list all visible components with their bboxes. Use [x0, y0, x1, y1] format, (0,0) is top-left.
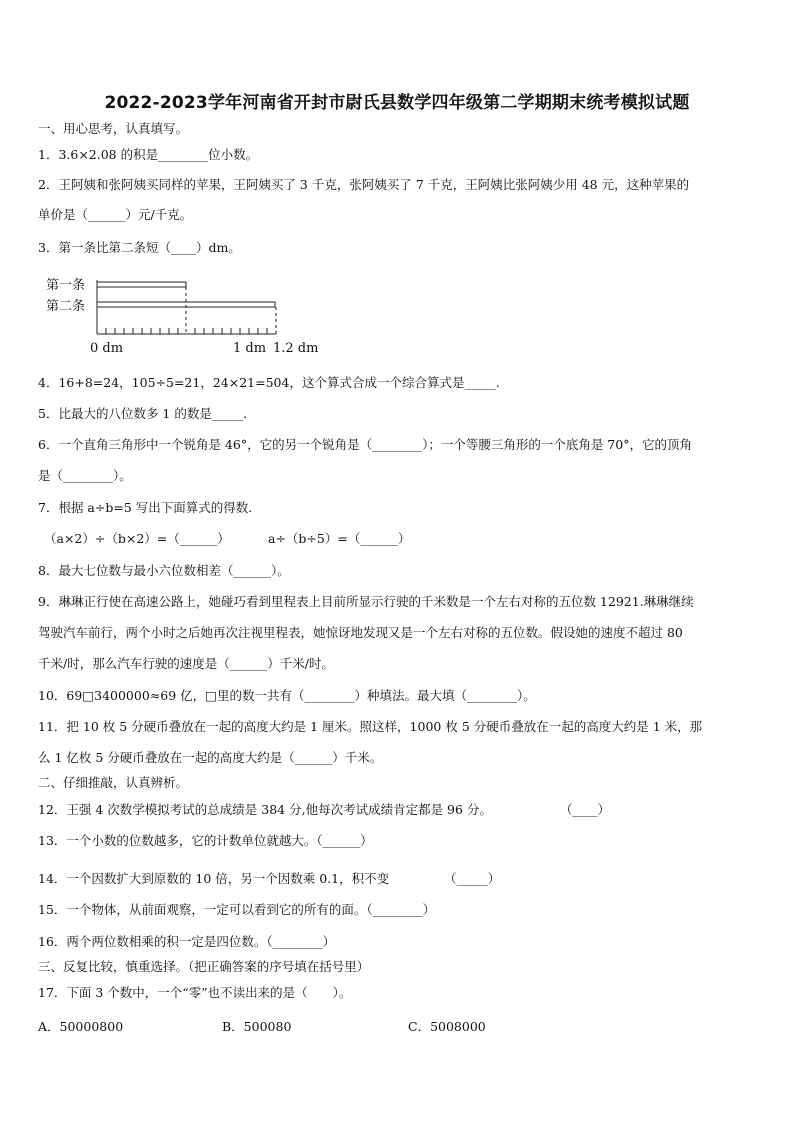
diagram-label-second: 第二条 — [46, 299, 86, 314]
question-11-line-2: 么 1 亿枚 5 分硬币叠放在一起的高度大约是（______）千米。 — [38, 750, 383, 765]
option-c: C．5008000 — [408, 1019, 486, 1034]
option-a: A．50000800 — [38, 1019, 124, 1034]
question-9-line-3: 千米/时，那么汽车行驶的速度是（______）千米/时。 — [38, 656, 334, 671]
question-10: 10．69□3400000≈69 亿，□里的数一共有（________）种填法。最大填（________）。 — [38, 688, 536, 703]
question-9-line-2: 驾驶汽车前行，两个小时之后她再次注视里程表，她惊讶地发现又是一个左右对称的五位数。假设她的速度不超过 80 — [38, 625, 683, 640]
question-14-answer-blank: （_____） — [444, 871, 501, 886]
tick-label-0: 0 dm — [90, 341, 124, 356]
question-1: 1．3.6×2.08 的积是________位小数。 — [38, 147, 259, 162]
question-3: 3．第一条比第二条短（____）dm。 — [38, 240, 241, 255]
section-two-heading: 二、仔细推敲，认真辨析。 — [38, 775, 189, 790]
question-14: 14．一个因数扩大到原数的 10 倍，另一个因数乘 0.1，积不变 — [38, 871, 390, 886]
question-17: 17．下面 3 个数中，一个“零”也不读出来的是（ ）。 — [38, 985, 352, 1000]
question-2-line-2: 单价是（______）元/千克。 — [38, 207, 193, 222]
question-11-line-1: 11．把 10 枚 5 分硬币叠放在一起的高度大约是 1 厘米。照这样，1000 枚 5 分硬币叠放在一起的高度大约是 1 米，那 — [38, 719, 703, 734]
question-8: 8．最大七位数与最小六位数相差（______）。 — [38, 563, 290, 578]
first-bar — [97, 282, 186, 287]
question-12: 12．王强 4 次数学模拟考试的总成绩是 384 分,他每次考试成绩肯定都是 96 分。 — [38, 802, 492, 817]
question-13: 13．一个小数的位数越多，它的计数单位就越大。（______） — [38, 833, 373, 848]
section-three-heading: 三、反复比较，慎重选择。（把正确答案的序号填在括号里） — [38, 959, 370, 974]
tick-label-1-2: 1.2 dm — [273, 341, 319, 356]
tick-label-1: 1 dm — [233, 341, 267, 356]
diagram-label-first: 第一条 — [46, 278, 86, 293]
question-7-expr-2: a÷（b÷5）=（______） — [268, 531, 411, 546]
question-7: 7．根据 a÷b=5 写出下面算式的得数． — [38, 500, 261, 515]
question-15: 15．一个物体，从前面观察，一定可以看到它的所有的面。（________） — [38, 902, 436, 917]
question-12-answer-blank: （____） — [560, 802, 611, 817]
question-5: 5．比最大的八位数多 1 的数是_____. — [38, 406, 248, 421]
question-9-line-1: 9．琳琳正行使在高速公路上，她碰巧看到里程表上目前所显示行驶的千米数是一个左右对称的五位数 12921.琳琳继续 — [38, 594, 694, 609]
question-16: 16．两个两位数相乘的积一定是四位数。（________） — [38, 934, 336, 949]
option-b: B．500080 — [222, 1019, 292, 1034]
question-7-expr-1: （a×2）÷（b×2）=（______） — [44, 531, 230, 546]
question-4: 4．16+8=24，105÷5=21，24×21=504，这个算式合成一个综合算式是_____. — [38, 375, 500, 390]
question-2-line-1: 2．王阿姨和张阿姨买同样的苹果，王阿姨买了 3 千克，张阿姨买了 7 千克，王阿姨比张阿姨少用 48 元，这种苹果的 — [38, 177, 690, 192]
question-6-line-1: 6．一个直角三角形中一个锐角是 46°，它的另一个锐角是（________）；一个等腰三角形的一个底角是 70°，它的顶角 — [38, 437, 692, 452]
segment-length-diagram — [40, 270, 340, 365]
page-title: 2022-2023学年河南省开封市尉氏县数学四年级第二学期期末统考模拟试题 — [104, 93, 690, 113]
section-one-heading: 一、用心思考，认真填写。 — [38, 121, 189, 136]
question-6-line-2: 是（________）。 — [38, 468, 132, 483]
